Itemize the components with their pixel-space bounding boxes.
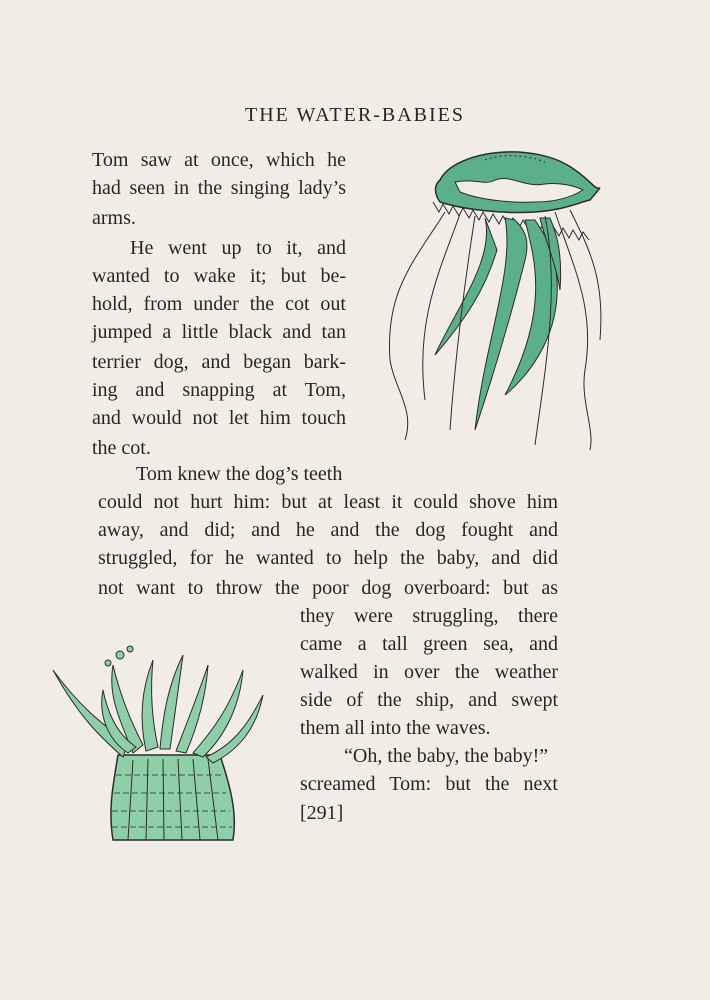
text-line: ing and snapping at Tom,: [92, 379, 346, 401]
jellyfish-illustration-icon: [385, 140, 610, 460]
text-line: Tom saw at once, which he: [92, 149, 346, 171]
text-line: side of the ship, and swept: [300, 689, 558, 711]
sea-anemone-illustration-icon: [48, 635, 268, 850]
text-line: He went up to it, and: [130, 237, 346, 259]
text-line: could not hurt him: but at least it could shove him: [98, 491, 558, 513]
text-line: them all into the waves.: [300, 717, 491, 739]
text-line: they were struggling, there: [300, 605, 558, 627]
text-line: walked in over the weather: [300, 661, 558, 683]
page-number: [291]: [300, 802, 344, 824]
text-line: terrier dog, and began bark-: [92, 351, 346, 373]
text-line: came a tall green sea, and: [300, 633, 558, 655]
running-title: THE WATER-BABIES: [245, 104, 465, 126]
text-line: away, and did; and he and the dog fought and: [98, 519, 558, 541]
text-line: “Oh, the baby, the baby!”: [344, 745, 549, 767]
text-line: and would not let him touch: [92, 407, 346, 429]
text-line: Tom knew the dog’s teeth: [136, 463, 343, 485]
text-line: jumped a little black and tan: [92, 321, 346, 343]
text-line: hold, from under the cot out: [92, 293, 346, 315]
text-line: wanted to wake it; but be-: [92, 265, 346, 287]
text-line: screamed Tom: but the next: [300, 773, 558, 795]
text-line: struggled, for he wanted to help the baby, and did: [98, 547, 558, 569]
text-line: the cot.: [92, 437, 151, 459]
text-line: arms.: [92, 207, 136, 229]
text-line: not want to throw the poor dog overboard: but as: [98, 577, 558, 599]
text-line: had seen in the singing lady’s: [92, 177, 346, 199]
